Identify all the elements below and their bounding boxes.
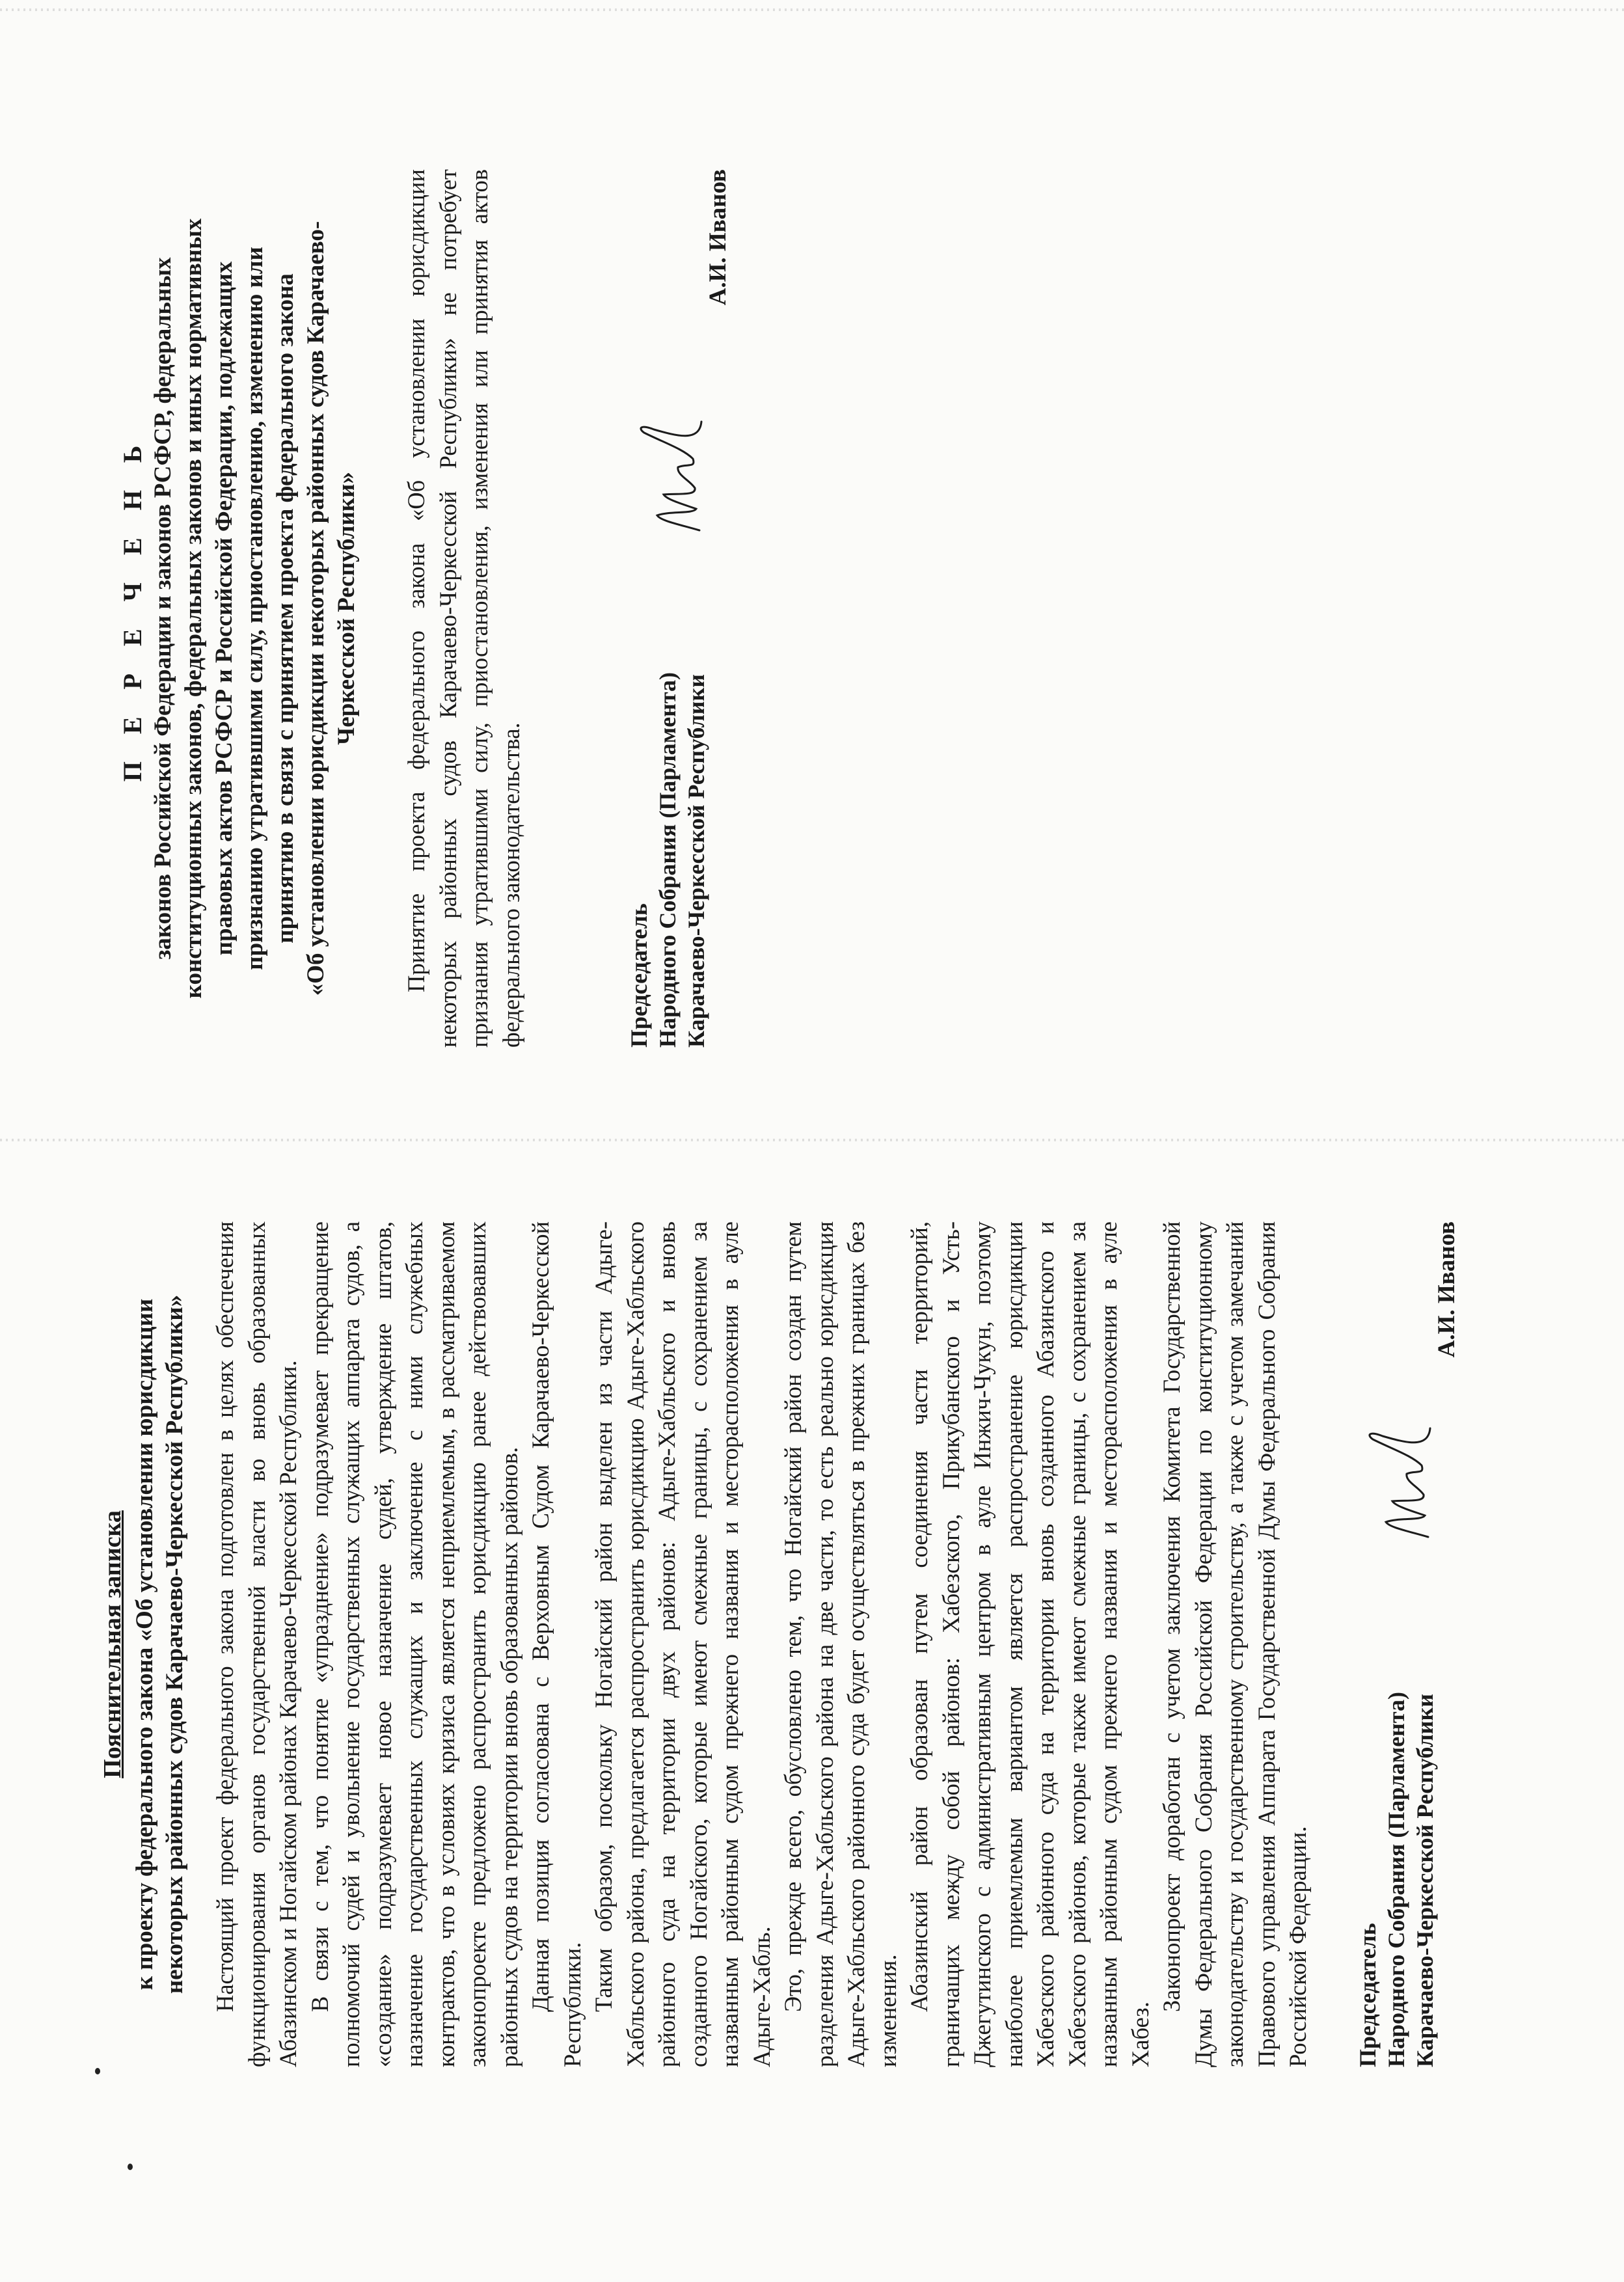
list-subheading-line: конституционных законов, федеральных законов и иных нормативных (180, 218, 207, 999)
note-subtitle-line: к проекту федерального закона «Об установлении юрисдикции (131, 1298, 158, 1990)
scan-speck (95, 2068, 100, 2074)
note-subtitle-line: некоторых районных судов Карачаево-Черкесской Республики» (161, 1294, 188, 1994)
note-subtitle (130, 1221, 190, 2067)
signatory-name: А.И. Иванов (1433, 1221, 1460, 1358)
page-fold-edge (0, 1139, 1624, 1141)
note-paragraph: Данная позиция согласована с Верховным Судом Карачаево-Черкесской Республики. (527, 1221, 586, 2067)
signatory-role (625, 672, 710, 1048)
note-signature-block (1353, 1221, 1464, 2067)
list-signature-block (625, 169, 735, 1048)
scan-edge-noise (0, 8, 1624, 11)
scan-speck (128, 2164, 133, 2170)
list-document-page (0, 0, 1624, 1139)
explanatory-note-page (0, 1143, 1624, 2282)
list-heading-block (117, 169, 362, 1048)
signatory-role-line: Народного Собрания (Парламента) (655, 672, 681, 1048)
list-subheading-line: признанию утратившими силу, приостановлению, изменению или (241, 247, 268, 970)
signatory-role-line: Председатель (1354, 1923, 1381, 2067)
signatory-role-line: Карачаево-Черкесской Республики (1411, 1693, 1438, 2067)
list-subheading-line: законов Российской Федерации и законов РСФСР, федеральных (150, 257, 176, 960)
note-body (210, 1221, 1314, 2067)
signatory-role (1353, 1692, 1439, 2067)
handwritten-signature (1360, 1423, 1444, 1547)
note-paragraph: Это, прежде всего, обусловлено тем, что Ногайский район создан путем разделения Адыге-Хабльского района на две части, то есть реально юрисдикция Адыге-Хабльского районного суда будет осуществляться в прежних границах без изменения. (779, 1221, 901, 2067)
list-subheading-line: «Об установлении юрисдикции некоторых районных судов Карачаево- (303, 221, 329, 996)
note-paragraph: В связи с тем, что понятие «упразднение» подразумевает прекращение полномочий судей и увольнение государственных служащих аппарата судов, а «создание» подразумевает новое назначение судей, утверждение штатов, назначение государственных служащих и заключение с ними служебных контрактов, что в условиях кризиса является неприемлемым, в рассматриваемом законопроекте предложено распространить юрисдикцию ранее действовавших районных судов на территории вновь образованных районов. (306, 1221, 522, 2067)
list-subheading-line: Черкесской Республики» (333, 472, 360, 745)
signatory-role-line: Председатель (626, 903, 652, 1048)
list-subheading-line: принятию в связи с принятием проекта федерального закона (272, 273, 299, 944)
note-paragraph: Настоящий проект федерального закона подготовлен в целях обеспечения функционирования органов государственной власти во вновь образованных Абазинском и Ногайском районах Карачаево-Черкесской Республики. (211, 1221, 301, 2067)
signatory-name: А.И. Иванов (705, 169, 731, 306)
list-subheading-line: правовых актов РСФСР и Российской Федерации, подлежащих (211, 261, 237, 956)
list-paragraph: Принятие проекта федерального закона «Об установлении юрисдикции некоторых районных судов Карачаево-Черкесской Республики» не потребует признания утратившими силу, приостановления, изменения или принятия актов федерального законодательства. (403, 169, 524, 1048)
list-heading: П Е Р Е Ч Е Н Ь (118, 435, 147, 782)
note-title: Пояснительная записка (99, 1510, 126, 1778)
note-paragraph: Абазинский район образован путем соединения части территорий, граничащих между собой районов: Хабезского, Прикубанского и Усть-Джегутинского с административным центром в ауле Инжич-Чукун, поэтому наиболее приемлемым вариантом является распространение юрисдикции Хабезского районного суда на территории вновь созданного Абазинского и Хабезского районов, которые также имеют смежные границы, с сохранением за названным районным судом прежнего названия и месторасположения в ауле Хабез. (906, 1221, 1154, 2067)
signatory-role-line: Народного Собрания (Парламента) (1383, 1691, 1409, 2067)
list-body (401, 169, 527, 1048)
signatory-role-line: Карачаево-Черкесской Республики (683, 673, 709, 1048)
note-paragraph: Законопроект доработан с учетом заключения Комитета Государственной Думы Федерального Собрания Российской Федерации по конституционному законодательству и государственному строительству, а также с учетом замечаний Правового управления Аппарата Государственной Думы Федерального Собрания Российской Федерации. (1158, 1221, 1311, 2067)
note-paragraph: Таким образом, поскольку Ногайский район выделен из части Адыге-Хабльского района, предлагается распространить юрисдикцию Адыге-Хабльского районного суда на территории двух районов: Адыге-Хабльского и вновь созданного Ногайского, которые имеют смежные границы, с сохранением за названным районным судом прежнего названия и месторасположения в ауле Адыге-Хабль. (590, 1221, 775, 2067)
handwritten-signature (631, 416, 716, 540)
